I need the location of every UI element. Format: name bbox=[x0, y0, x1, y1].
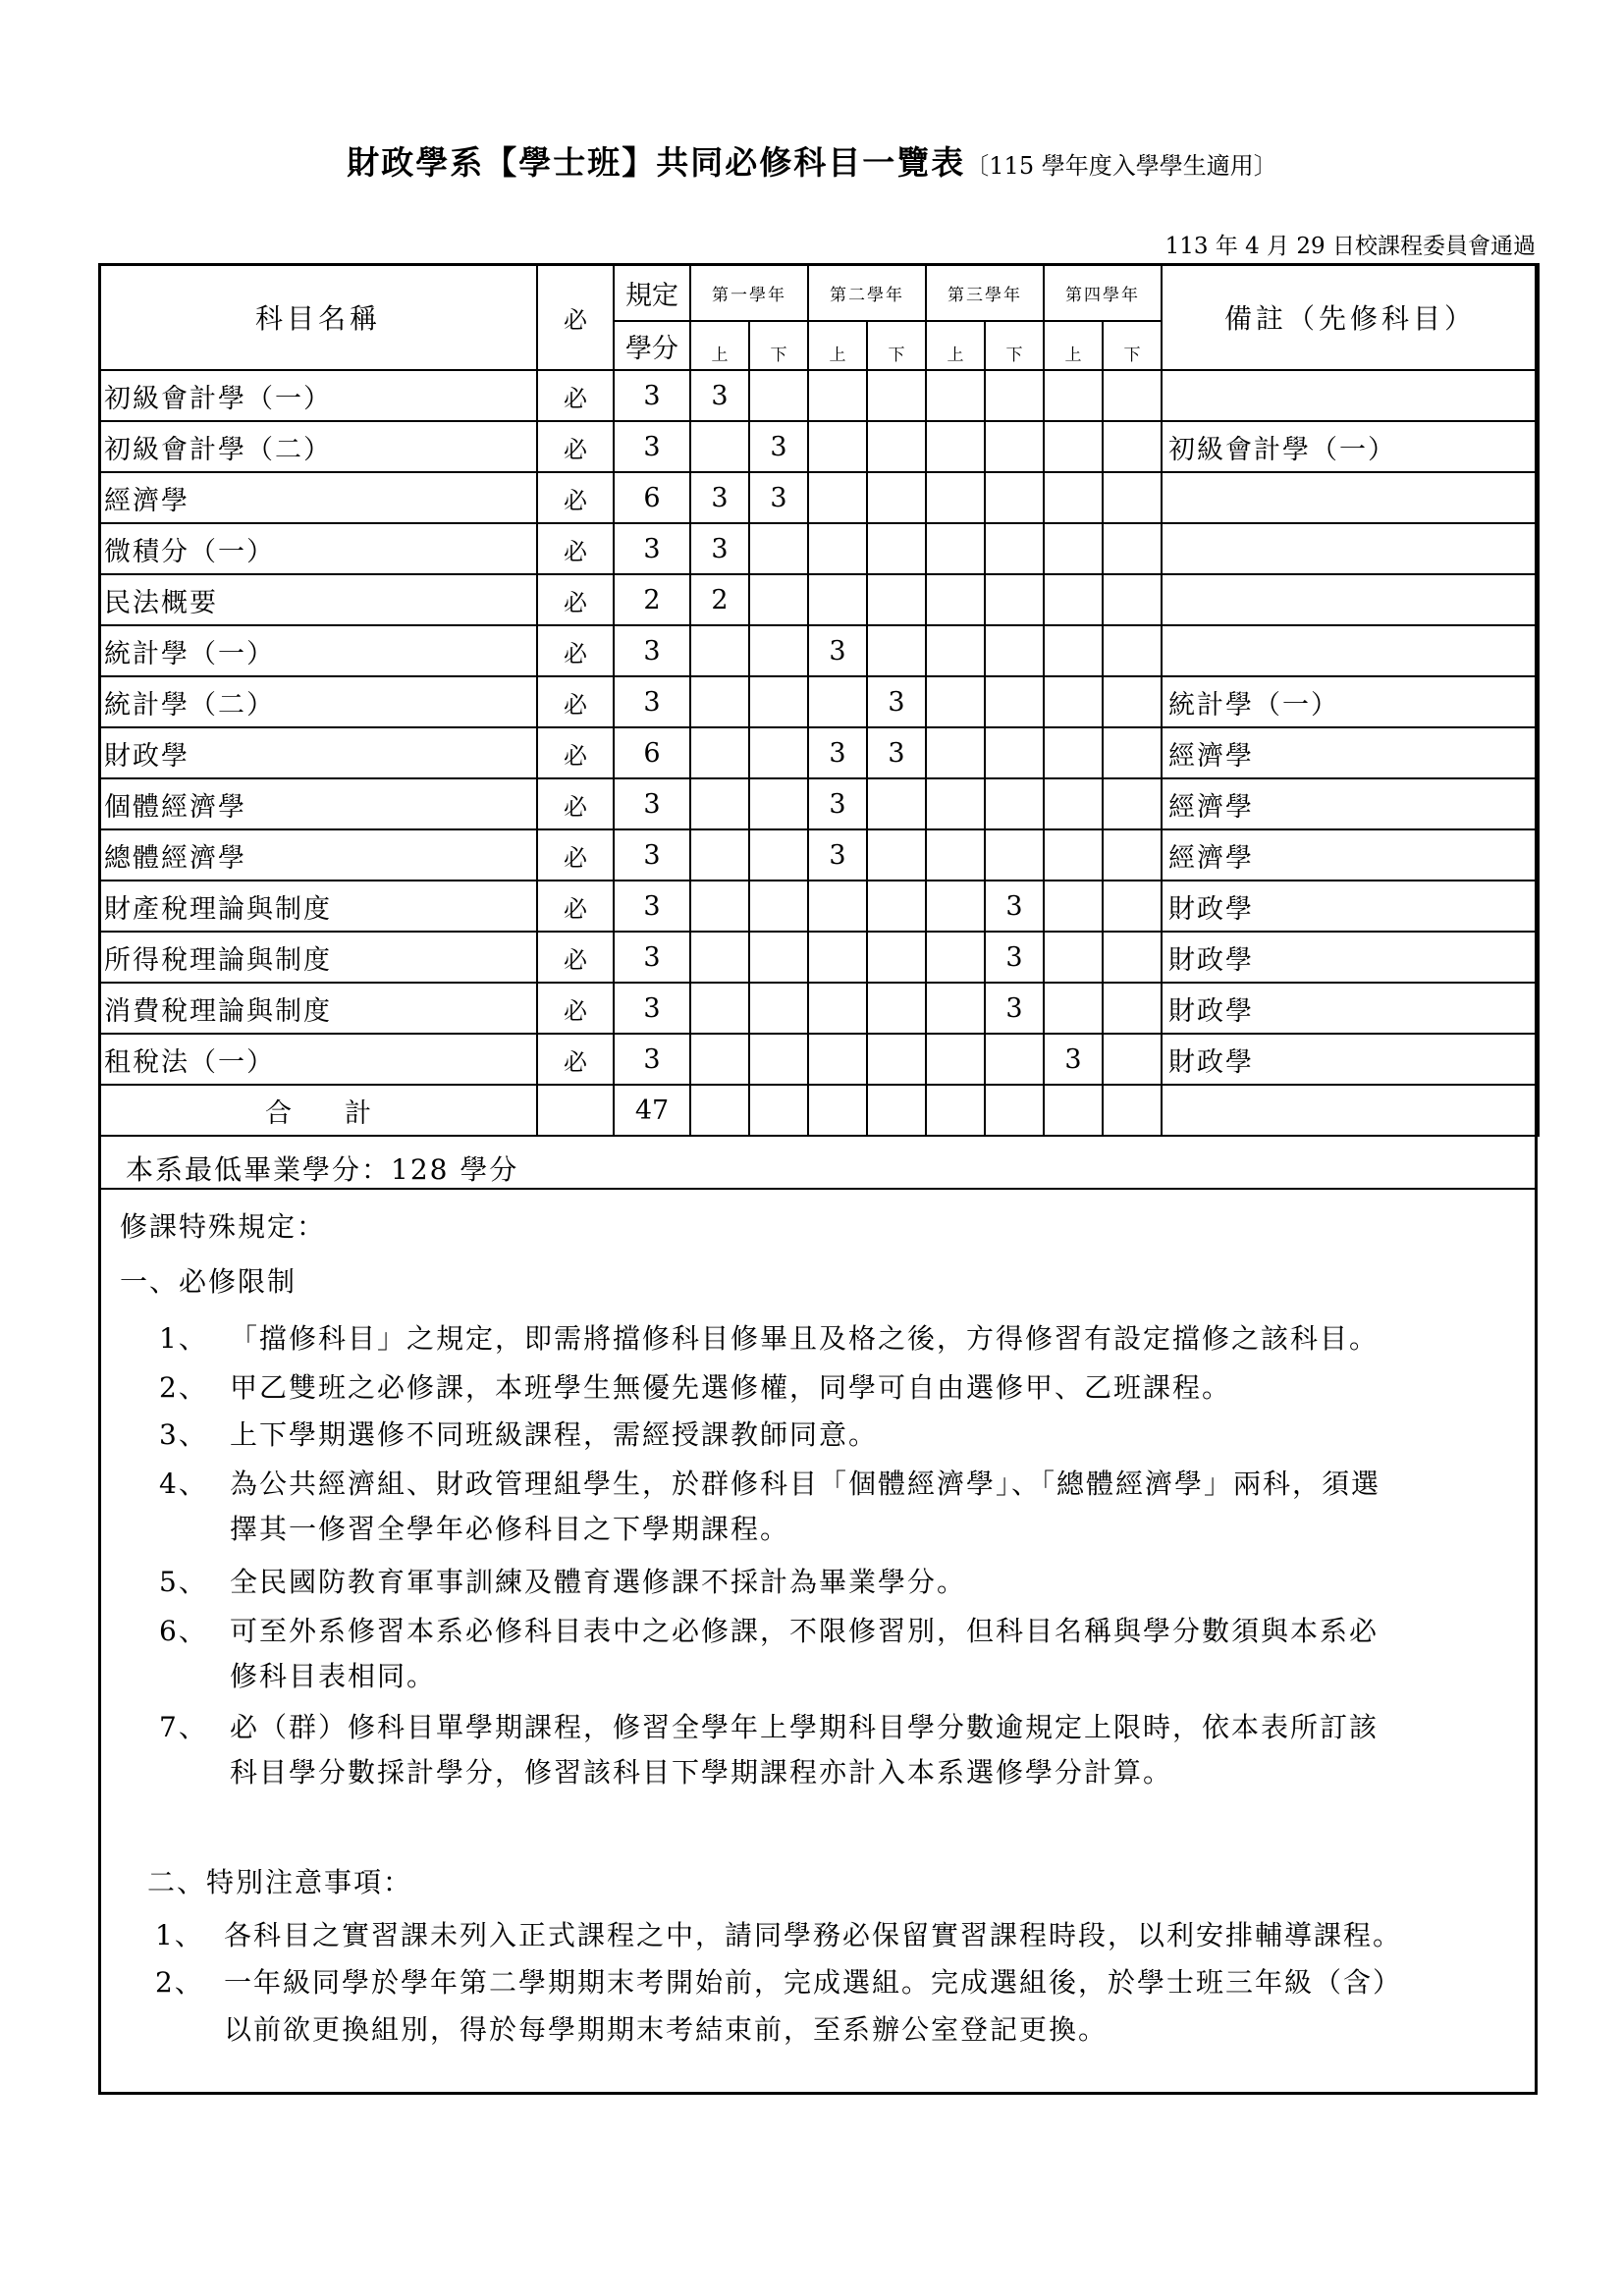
semester-credits bbox=[985, 370, 1044, 421]
course-remark: 財政學 bbox=[1162, 1034, 1539, 1085]
course-row bbox=[99, 472, 1539, 523]
rule-text: 全民國防教育軍事訓練及體育選修課不採計為畢業學分。 bbox=[230, 1566, 967, 1598]
semester-credits bbox=[1044, 881, 1103, 932]
header-year-4: 第四學年 bbox=[1044, 264, 1162, 321]
semester-credits bbox=[749, 727, 808, 778]
total-label: 合 計 bbox=[99, 1085, 537, 1136]
rule-text: 必（群）修科目單學期課程，修習全學年上學期科目學分數逾規定上限時，依本表所訂該 bbox=[230, 1711, 1380, 1743]
semester-credits bbox=[1044, 932, 1103, 983]
semester-credits bbox=[926, 829, 985, 881]
required-mark: 必 bbox=[537, 421, 614, 472]
semester-credits bbox=[1103, 727, 1162, 778]
course-remark: 財政學 bbox=[1162, 983, 1539, 1034]
header-y4-first-sem: 上 bbox=[1044, 321, 1103, 370]
course-credits: 6 bbox=[614, 472, 690, 523]
course-credits: 3 bbox=[614, 932, 690, 983]
required-mark: 必 bbox=[537, 625, 614, 676]
course-row bbox=[99, 983, 1539, 1034]
semester-credits: 2 bbox=[690, 574, 749, 625]
semester-credits bbox=[926, 625, 985, 676]
semester-credits bbox=[985, 1034, 1044, 1085]
note-text: 各科目之實習課未列入正式課程之中，請同學務必保留實習課程時段，以利安排輔導課程。 bbox=[224, 1919, 1403, 1951]
course-remark bbox=[1162, 574, 1539, 625]
required-mark: 必 bbox=[537, 523, 614, 574]
course-row bbox=[99, 1034, 1539, 1085]
semester-credits bbox=[926, 1034, 985, 1085]
course-name: 微積分（一） bbox=[99, 523, 537, 574]
semester-credits bbox=[1103, 472, 1162, 523]
course-credits: 3 bbox=[614, 1034, 690, 1085]
semester-credits bbox=[926, 676, 985, 727]
semester-credits bbox=[926, 983, 985, 1034]
note-number: 1、 bbox=[155, 1919, 204, 1951]
semester-credits bbox=[1044, 625, 1103, 676]
semester-credits: 3 bbox=[808, 778, 867, 829]
semester-credits bbox=[1044, 472, 1103, 523]
rule-number: 7、 bbox=[159, 1711, 208, 1743]
title-main: 財政學系【學士班】共同必修科目一覽表 bbox=[347, 143, 966, 182]
total-row bbox=[99, 1085, 1539, 1136]
semester-credits: 3 bbox=[985, 932, 1044, 983]
header-credits-bottom: 學分 bbox=[614, 321, 690, 370]
semester-credits bbox=[749, 370, 808, 421]
semester-credits bbox=[690, 727, 749, 778]
header-y2-second-sem: 下 bbox=[867, 321, 926, 370]
total-semester bbox=[867, 1085, 926, 1136]
note-number: 2、 bbox=[155, 1966, 204, 1999]
semester-credits bbox=[808, 881, 867, 932]
semester-credits bbox=[1103, 421, 1162, 472]
note-text-continued: 以前欲更換組別，得於每學期期末考結束前，至系辦公室登記更換。 bbox=[224, 2013, 1109, 2046]
semester-credits bbox=[926, 932, 985, 983]
semester-credits bbox=[1103, 778, 1162, 829]
course-name: 租稅法（一） bbox=[99, 1034, 537, 1085]
header-remark: 備註（先修科目） bbox=[1162, 264, 1539, 370]
required-mark: 必 bbox=[537, 778, 614, 829]
semester-credits: 3 bbox=[867, 676, 926, 727]
semester-credits bbox=[808, 523, 867, 574]
semester-credits bbox=[690, 1034, 749, 1085]
total-required bbox=[537, 1085, 614, 1136]
header-y1-second-sem: 下 bbox=[749, 321, 808, 370]
course-row bbox=[99, 523, 1539, 574]
course-row bbox=[99, 625, 1539, 676]
semester-credits bbox=[1044, 778, 1103, 829]
semester-credits bbox=[808, 932, 867, 983]
semester-credits bbox=[926, 574, 985, 625]
course-name: 民法概要 bbox=[99, 574, 537, 625]
course-name: 財產稅理論與制度 bbox=[99, 881, 537, 932]
semester-credits bbox=[1103, 370, 1162, 421]
course-name: 統計學（二） bbox=[99, 676, 537, 727]
semester-credits bbox=[926, 421, 985, 472]
header-y3-second-sem: 下 bbox=[985, 321, 1044, 370]
section-heading: 一、必修限制 bbox=[120, 1265, 298, 1298]
semester-credits bbox=[926, 523, 985, 574]
note-text: 一年級同學於學年第二學期期末考開始前，完成選組。完成選組後，於學士班三年級（含） bbox=[224, 1966, 1403, 1999]
total-semester bbox=[985, 1085, 1044, 1136]
semester-credits: 3 bbox=[690, 523, 749, 574]
header-y2-first-sem: 上 bbox=[808, 321, 867, 370]
semester-credits bbox=[749, 881, 808, 932]
semester-credits: 3 bbox=[749, 421, 808, 472]
course-name: 財政學 bbox=[99, 727, 537, 778]
course-name: 所得稅理論與制度 bbox=[99, 932, 537, 983]
semester-credits: 3 bbox=[985, 983, 1044, 1034]
semester-credits bbox=[749, 778, 808, 829]
header-row-1 bbox=[99, 264, 1539, 321]
required-mark: 必 bbox=[537, 932, 614, 983]
semester-credits: 3 bbox=[808, 625, 867, 676]
semester-credits bbox=[867, 574, 926, 625]
semester-credits bbox=[808, 370, 867, 421]
semester-credits bbox=[749, 983, 808, 1034]
course-remark: 經濟學 bbox=[1162, 727, 1539, 778]
course-name: 初級會計學（二） bbox=[99, 421, 537, 472]
semester-credits bbox=[1103, 523, 1162, 574]
total-credits: 47 bbox=[614, 1085, 690, 1136]
header-year-3: 第三學年 bbox=[926, 264, 1044, 321]
course-remark: 經濟學 bbox=[1162, 778, 1539, 829]
semester-credits bbox=[690, 676, 749, 727]
semester-credits bbox=[1103, 625, 1162, 676]
required-mark: 必 bbox=[537, 881, 614, 932]
course-row bbox=[99, 676, 1539, 727]
course-remark: 財政學 bbox=[1162, 881, 1539, 932]
course-credits: 3 bbox=[614, 676, 690, 727]
course-remark: 經濟學 bbox=[1162, 829, 1539, 881]
semester-credits bbox=[867, 778, 926, 829]
semester-credits bbox=[749, 829, 808, 881]
course-table bbox=[98, 263, 1540, 1137]
header-y3-first-sem: 上 bbox=[926, 321, 985, 370]
rule-number: 4、 bbox=[159, 1468, 208, 1500]
required-mark: 必 bbox=[537, 829, 614, 881]
course-remark: 財政學 bbox=[1162, 932, 1539, 983]
course-row bbox=[99, 574, 1539, 625]
course-credits: 3 bbox=[614, 983, 690, 1034]
semester-credits bbox=[1044, 983, 1103, 1034]
semester-credits bbox=[1044, 727, 1103, 778]
semester-credits bbox=[1103, 676, 1162, 727]
total-semester bbox=[749, 1085, 808, 1136]
semester-credits bbox=[1103, 881, 1162, 932]
semester-credits: 3 bbox=[867, 727, 926, 778]
course-credits: 6 bbox=[614, 727, 690, 778]
course-credits: 2 bbox=[614, 574, 690, 625]
required-mark: 必 bbox=[537, 983, 614, 1034]
semester-credits: 3 bbox=[985, 881, 1044, 932]
semester-credits: 3 bbox=[690, 472, 749, 523]
rules-heading: 修課特殊規定： bbox=[120, 1210, 327, 1243]
rule-number: 5、 bbox=[159, 1566, 208, 1598]
course-remark: 統計學（一） bbox=[1162, 676, 1539, 727]
semester-credits bbox=[808, 421, 867, 472]
rule-text: 上下學期選修不同班級課程，需經授課教師同意。 bbox=[230, 1418, 879, 1451]
semester-credits: 3 bbox=[808, 727, 867, 778]
min-graduation-credits: 本系最低畢業學分：128 學分 bbox=[126, 1153, 519, 1186]
rule-number: 3、 bbox=[159, 1418, 208, 1451]
total-semester bbox=[1103, 1085, 1162, 1136]
rule-number: 1、 bbox=[159, 1322, 208, 1355]
semester-credits bbox=[926, 727, 985, 778]
header-year-1: 第一學年 bbox=[690, 264, 808, 321]
semester-credits bbox=[867, 625, 926, 676]
semester-credits bbox=[985, 472, 1044, 523]
course-row bbox=[99, 370, 1539, 421]
semester-credits bbox=[985, 829, 1044, 881]
course-name: 經濟學 bbox=[99, 472, 537, 523]
total-remark bbox=[1162, 1085, 1539, 1136]
semester-credits bbox=[985, 778, 1044, 829]
header-credits-top: 規定 bbox=[614, 264, 690, 321]
required-mark: 必 bbox=[537, 574, 614, 625]
course-credits: 3 bbox=[614, 829, 690, 881]
semester-credits bbox=[1103, 932, 1162, 983]
semester-credits bbox=[1044, 421, 1103, 472]
course-row bbox=[99, 778, 1539, 829]
semester-credits bbox=[1103, 574, 1162, 625]
separator-line bbox=[98, 1188, 1538, 1190]
semester-credits bbox=[690, 625, 749, 676]
semester-credits bbox=[1044, 574, 1103, 625]
rule-text: 為公共經濟組、財政管理組學生，於群修科目「個體經濟學」、「總體經濟學」兩科，須選 bbox=[230, 1468, 1381, 1500]
course-row bbox=[99, 829, 1539, 881]
course-row bbox=[99, 727, 1539, 778]
rule-text-continued: 科目學分數採計學分，修習該科目下學期課程亦計入本系選修學分計算。 bbox=[230, 1756, 1173, 1789]
header-required: 必 bbox=[537, 264, 614, 370]
semester-credits bbox=[690, 778, 749, 829]
semester-credits bbox=[749, 932, 808, 983]
semester-credits bbox=[867, 829, 926, 881]
semester-credits bbox=[867, 472, 926, 523]
course-row bbox=[99, 881, 1539, 932]
required-mark: 必 bbox=[537, 472, 614, 523]
semester-credits bbox=[867, 523, 926, 574]
course-remark bbox=[1162, 625, 1539, 676]
semester-credits bbox=[985, 574, 1044, 625]
course-credits: 3 bbox=[614, 881, 690, 932]
semester-credits bbox=[808, 676, 867, 727]
semester-credits bbox=[808, 983, 867, 1034]
course-credits: 3 bbox=[614, 421, 690, 472]
total-semester bbox=[926, 1085, 985, 1136]
course-name: 總體經濟學 bbox=[99, 829, 537, 881]
course-name: 初級會計學（一） bbox=[99, 370, 537, 421]
semester-credits bbox=[690, 421, 749, 472]
semester-credits bbox=[1103, 983, 1162, 1034]
semester-credits bbox=[985, 727, 1044, 778]
course-credits: 3 bbox=[614, 625, 690, 676]
rule-number: 2、 bbox=[159, 1371, 208, 1404]
course-row bbox=[99, 421, 1539, 472]
semester-credits bbox=[808, 472, 867, 523]
required-mark: 必 bbox=[537, 370, 614, 421]
course-credits: 3 bbox=[614, 523, 690, 574]
semester-credits bbox=[867, 983, 926, 1034]
rule-text: 可至外系修習本系必修科目表中之必修課，不限修習別，但科目名稱與學分數須與本系必 bbox=[230, 1615, 1380, 1647]
semester-credits bbox=[1044, 523, 1103, 574]
semester-credits bbox=[749, 574, 808, 625]
semester-credits bbox=[749, 676, 808, 727]
semester-credits bbox=[867, 1034, 926, 1085]
semester-credits bbox=[985, 676, 1044, 727]
semester-credits bbox=[808, 574, 867, 625]
header-y4-second-sem: 下 bbox=[1103, 321, 1162, 370]
rule-text-continued: 修科目表相同。 bbox=[230, 1660, 437, 1692]
semester-credits bbox=[926, 370, 985, 421]
semester-credits bbox=[985, 625, 1044, 676]
total-semester bbox=[1044, 1085, 1103, 1136]
rule-text-continued: 擇其一修習全學年必修科目之下學期課程。 bbox=[230, 1513, 790, 1545]
header-year-2: 第二學年 bbox=[808, 264, 926, 321]
semester-credits bbox=[867, 370, 926, 421]
title-sub: 〔115 學年度入學學生適用〕 bbox=[965, 152, 1277, 180]
approval-note: 113 年 4 月 29 日校課程委員會通過 bbox=[1164, 234, 1536, 259]
course-name: 消費稅理論與制度 bbox=[99, 983, 537, 1034]
course-remark bbox=[1162, 523, 1539, 574]
semester-credits bbox=[867, 881, 926, 932]
required-mark: 必 bbox=[537, 676, 614, 727]
document-title bbox=[0, 137, 1624, 184]
semester-credits bbox=[808, 1034, 867, 1085]
semester-credits bbox=[867, 932, 926, 983]
rule-number: 6、 bbox=[159, 1615, 208, 1647]
rule-text: 甲乙雙班之必修課，本班學生無優先選修權，同學可自由選修甲、乙班課程。 bbox=[230, 1371, 1232, 1404]
rule-text: 「擋修科目」之規定，即需將擋修科目修畢且及格之後，方得修習有設定擋修之該科目。 bbox=[230, 1322, 1380, 1355]
semester-credits bbox=[1044, 676, 1103, 727]
required-mark: 必 bbox=[537, 1034, 614, 1085]
semester-credits: 3 bbox=[690, 370, 749, 421]
semester-credits bbox=[1103, 1034, 1162, 1085]
semester-credits bbox=[985, 421, 1044, 472]
course-name: 個體經濟學 bbox=[99, 778, 537, 829]
semester-credits: 3 bbox=[749, 472, 808, 523]
required-mark: 必 bbox=[537, 727, 614, 778]
course-remark bbox=[1162, 370, 1539, 421]
total-semester bbox=[690, 1085, 749, 1136]
semester-credits bbox=[926, 778, 985, 829]
semester-credits bbox=[749, 625, 808, 676]
semester-credits: 3 bbox=[1044, 1034, 1103, 1085]
total-semester bbox=[808, 1085, 867, 1136]
semester-credits bbox=[867, 421, 926, 472]
header-y1-first-sem: 上 bbox=[690, 321, 749, 370]
semester-credits bbox=[690, 829, 749, 881]
semester-credits bbox=[1044, 370, 1103, 421]
header-subject-name: 科目名稱 bbox=[99, 264, 537, 370]
course-name: 統計學（一） bbox=[99, 625, 537, 676]
semester-credits bbox=[985, 523, 1044, 574]
semester-credits bbox=[749, 523, 808, 574]
semester-credits bbox=[926, 472, 985, 523]
semester-credits bbox=[690, 983, 749, 1034]
course-row bbox=[99, 932, 1539, 983]
semester-credits: 3 bbox=[808, 829, 867, 881]
course-remark: 初級會計學（一） bbox=[1162, 421, 1539, 472]
semester-credits bbox=[749, 1034, 808, 1085]
semester-credits bbox=[926, 881, 985, 932]
course-remark bbox=[1162, 472, 1539, 523]
course-credits: 3 bbox=[614, 370, 690, 421]
section-heading: 二、特別注意事項： bbox=[147, 1866, 413, 1898]
semester-credits bbox=[1044, 829, 1103, 881]
semester-credits bbox=[1103, 829, 1162, 881]
course-credits: 3 bbox=[614, 778, 690, 829]
semester-credits bbox=[690, 881, 749, 932]
semester-credits bbox=[690, 932, 749, 983]
